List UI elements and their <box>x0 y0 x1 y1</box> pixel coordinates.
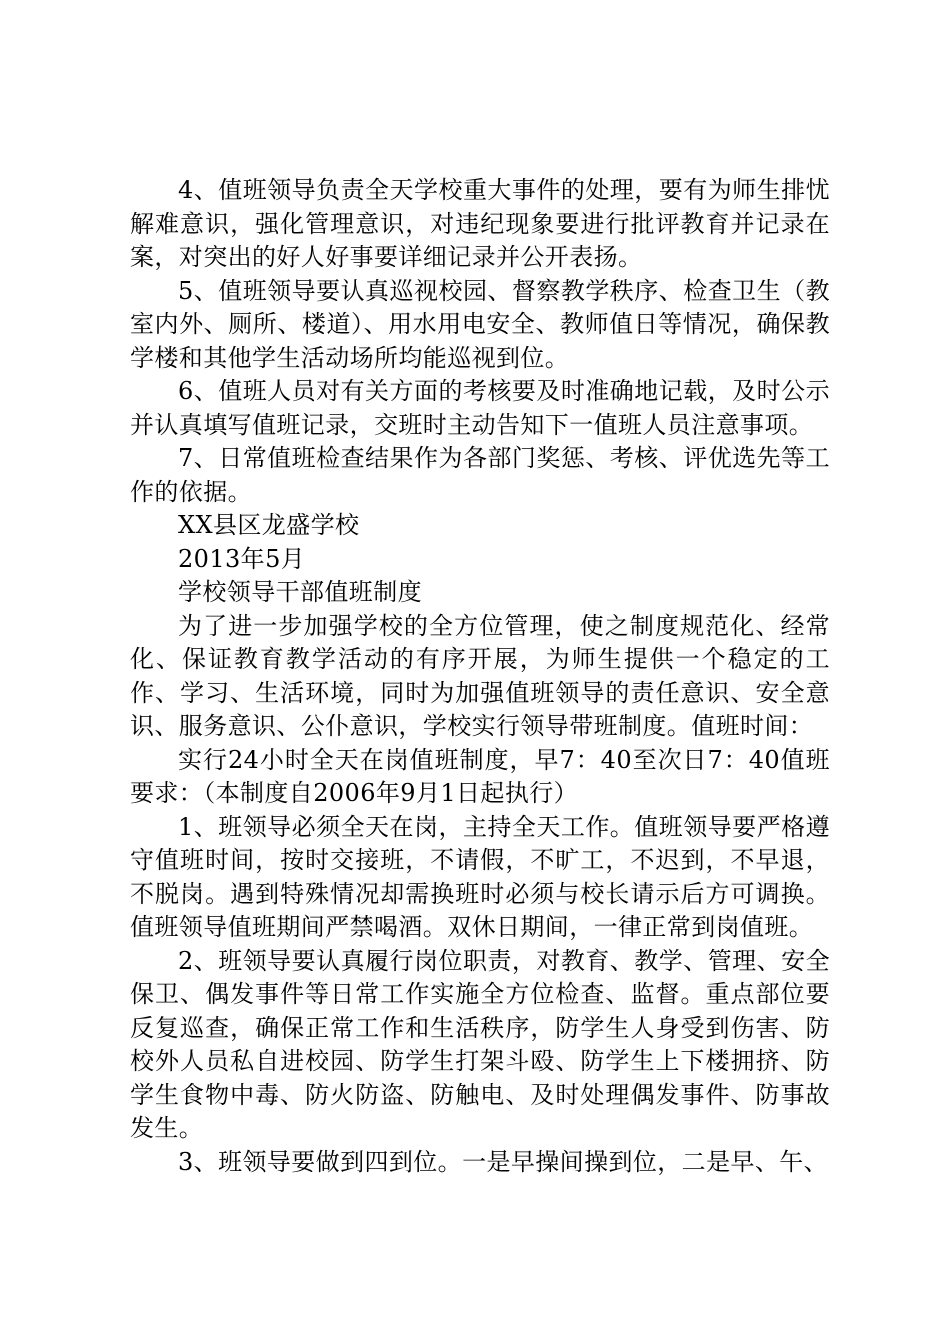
document-date: 2013年5月 <box>178 544 306 573</box>
requirement-item-3: 3、班领导要做到四到位。一是早操间操到位，二是早、午、 <box>178 1147 829 1176</box>
paragraph-item-5: 5、值班领导要认真巡视校园、督察教学秩序、检查卫生（教室内外、厕所、楼道）、用水用电安全、教师值日等情况，确保教学楼和其他学生活动场所均能巡视到位。 <box>130 276 830 372</box>
school-name: XX县区龙盛学校 <box>178 511 360 539</box>
duty-time-paragraph: 实行24小时全天在岗值班制度，早7：40至次日7：40值班要求：（本制度自2006年9月1日起执行） <box>130 745 830 807</box>
document-body <box>130 174 830 1179</box>
paragraph-item-6: 6、值班人员对有关方面的考核要及时准确地记载，及时公示并认真填写值班记录，交班时主动告知下一值班人员注意事项。 <box>130 377 830 439</box>
paragraph-item-4: 4、值班领导负责全天学校重大事件的处理，要有为师生排忧解难意识，强化管理意识，对违纪现象要进行批评教育并记录在案，对突出的好人好事要详细记录并公开表扬。 <box>130 176 830 271</box>
intro-paragraph: 为了进一步加强学校的全方位管理，使之制度规范化、经常化、保证教育教学活动的有序开展，为师生提供一个稳定的工作、学习、生活环境，同时为加强值班领导的责任意识、安全意识、服务意识、公仆意识，学校实行领导带班制度。值班时间： <box>130 611 830 740</box>
paragraph-item-7: 7、日常值班检查结果作为各部门奖惩、考核、评优选先等工作的依据。 <box>130 444 830 506</box>
requirement-item-2: 2、班领导要认真履行岗位职责，对教育、教学、管理、安全保卫、偶发事件等日常工作实施全方位检查、监督。重点部位要反复巡查，确保正常工作和生活秩序，防学生人身受到伤害、防校外人员私自进校园、防学生打架斗殴、防学生上下楼拥挤、防学生食物中毒、防火防盗、防触电、及时处理偶发事件、防事故发生。 <box>130 946 830 1142</box>
requirement-item-1: 1、班领导必须全天在岗，主持全天工作。值班领导要严格遵守值班时间，按时交接班，不请假，不旷工，不迟到，不早退，不脱岗。遇到特殊情况却需换班时必须与校长请示后方可调换。值班领导值班期间严禁喝酒。双休日期间，一律正常到岗值班。 <box>130 812 830 941</box>
section-title: 学校领导干部值班制度 <box>178 578 422 606</box>
